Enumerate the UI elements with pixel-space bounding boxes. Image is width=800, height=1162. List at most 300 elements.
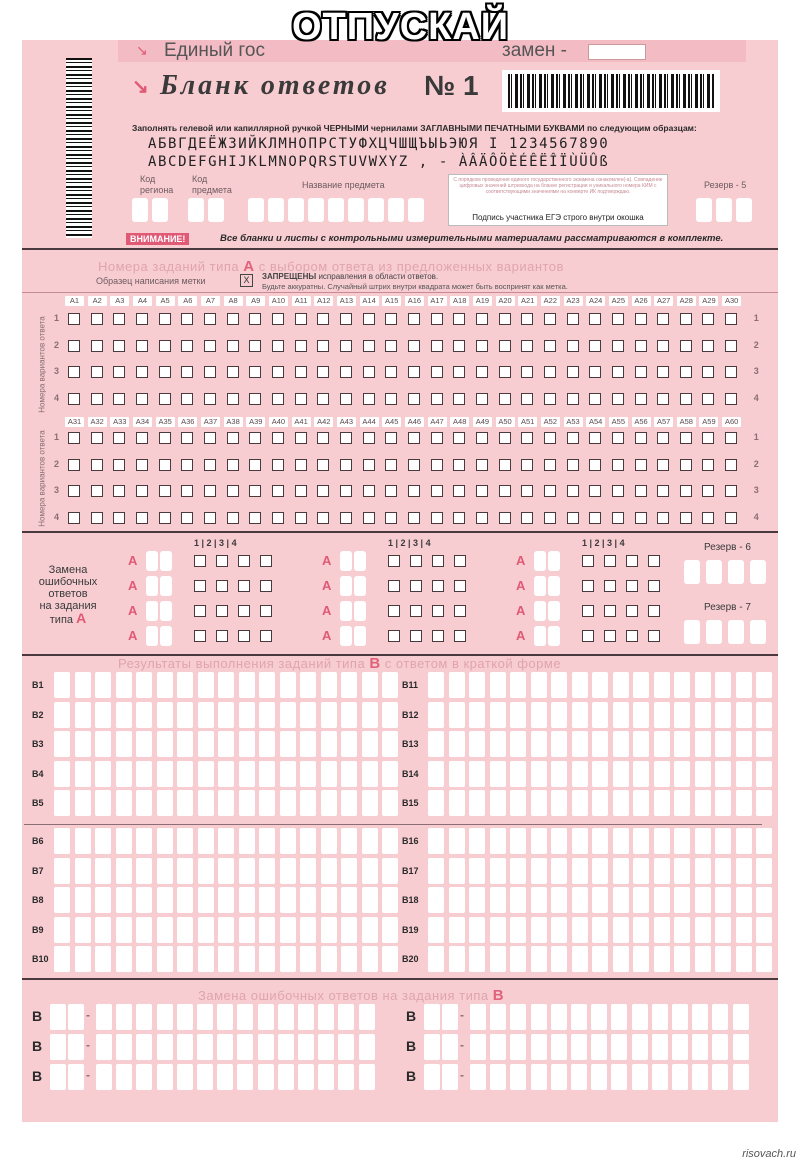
replace-b-answer-cell[interactable] [258,1004,274,1030]
answer-checkbox-A13-1[interactable] [340,313,352,325]
answer-checkbox-A33-1[interactable] [113,432,125,444]
b-answer-cell-B10[interactable] [75,946,91,972]
replace-b-answer-cell[interactable] [298,1064,314,1090]
answer-checkbox-A36-1[interactable] [181,432,193,444]
b-answer-cell-B12[interactable] [531,702,547,728]
b-answer-cell-B19[interactable] [695,917,711,943]
b-answer-cell-B11[interactable] [490,672,506,698]
b-answer-cell-B1[interactable] [300,672,316,698]
b-answer-cell-B1[interactable] [239,672,255,698]
replace-a-checkbox[interactable] [388,630,400,642]
replace-b-answer-cell[interactable] [116,1004,132,1030]
b-answer-cell-B12[interactable] [572,702,588,728]
b-answer-cell-B17[interactable] [613,858,629,884]
answer-checkbox-A53-3[interactable] [567,485,579,497]
b-answer-cell-B13[interactable] [551,731,567,757]
answer-checkbox-A34-4[interactable] [136,512,148,524]
b-answer-cell-B4[interactable] [54,761,70,787]
b-answer-cell-B2[interactable] [362,702,378,728]
answer-checkbox-A37-4[interactable] [204,512,216,524]
b-answer-cell-B6[interactable] [177,828,193,854]
b-answer-cell-B20[interactable] [674,946,690,972]
answer-checkbox-A49-3[interactable] [476,485,488,497]
answer-checkbox-A29-3[interactable] [702,366,714,378]
b-answer-cell-B2[interactable] [321,702,337,728]
b-answer-cell-B4[interactable] [95,761,111,787]
answer-checkbox-A35-2[interactable] [159,459,171,471]
replace-a-checkbox[interactable] [604,580,616,592]
answer-checkbox-A35-3[interactable] [159,485,171,497]
replace-a-task-cell[interactable] [146,551,158,571]
b-answer-cell-B5[interactable] [116,790,132,816]
b-answer-cell-B11[interactable] [449,672,465,698]
b-answer-cell-B7[interactable] [300,858,316,884]
answer-checkbox-A9-2[interactable] [249,340,261,352]
b-answer-cell-B17[interactable] [633,858,649,884]
b-answer-cell-B20[interactable] [633,946,649,972]
replace-a-checkbox[interactable] [626,630,638,642]
answer-checkbox-A30-2[interactable] [725,340,737,352]
answer-checkbox-A13-4[interactable] [340,393,352,405]
answer-checkbox-A40-4[interactable] [272,512,284,524]
replace-b-answer-cell[interactable] [197,1004,213,1030]
replace-b-answer-cell[interactable] [359,1004,375,1030]
replace-b-answer-cell[interactable] [571,1004,587,1030]
answer-checkbox-A23-2[interactable] [567,340,579,352]
b-answer-cell-B17[interactable] [449,858,465,884]
answer-checkbox-A24-3[interactable] [589,366,601,378]
replace-b-answer-cell[interactable] [237,1064,253,1090]
b-answer-cell-B15[interactable] [654,790,670,816]
answer-checkbox-A60-3[interactable] [725,485,737,497]
b-answer-cell-B2[interactable] [198,702,214,728]
b-answer-cell-B16[interactable] [736,828,752,854]
b-answer-cell-B6[interactable] [280,828,296,854]
answer-checkbox-A50-2[interactable] [499,459,511,471]
replace-a-task-cell[interactable] [340,626,352,646]
answer-checkbox-A38-4[interactable] [227,512,239,524]
replace-b-answer-cell[interactable] [531,1034,547,1060]
replace-b-answer-cell[interactable] [298,1034,314,1060]
answer-checkbox-A19-3[interactable] [476,366,488,378]
answer-checkbox-A40-2[interactable] [272,459,284,471]
b-answer-cell-B11[interactable] [572,672,588,698]
b-answer-cell-B1[interactable] [382,672,398,698]
b-answer-cell-B4[interactable] [75,761,91,787]
replace-a-checkbox[interactable] [216,630,228,642]
b-answer-cell-B3[interactable] [95,731,111,757]
b-answer-cell-B9[interactable] [382,917,398,943]
b-answer-cell-B11[interactable] [756,672,772,698]
answer-checkbox-A48-2[interactable] [453,459,465,471]
b-answer-cell-B5[interactable] [280,790,296,816]
b-answer-cell-B5[interactable] [75,790,91,816]
answer-checkbox-A20-4[interactable] [499,393,511,405]
b-answer-cell-B14[interactable] [756,761,772,787]
answer-checkbox-A21-1[interactable] [521,313,533,325]
answer-checkbox-A52-4[interactable] [544,512,556,524]
answer-checkbox-A4-4[interactable] [136,393,148,405]
b-answer-cell-B9[interactable] [75,917,91,943]
replace-a-checkbox[interactable] [260,555,272,567]
replace-b-answer-cell[interactable] [712,1034,728,1060]
b-answer-cell-B10[interactable] [136,946,152,972]
b-answer-cell-B1[interactable] [341,672,357,698]
b-answer-cell-B9[interactable] [177,917,193,943]
answer-checkbox-A38-3[interactable] [227,485,239,497]
replace-b-answer-cell[interactable] [359,1034,375,1060]
replace-b-answer-cell[interactable] [177,1064,193,1090]
replace-a-checkbox[interactable] [454,605,466,617]
replace-a-checkbox[interactable] [626,580,638,592]
b-answer-cell-B19[interactable] [428,917,444,943]
answer-checkbox-A32-2[interactable] [91,459,103,471]
replace-b-answer-cell[interactable] [177,1034,193,1060]
replace-b-answer-cell[interactable] [632,1064,648,1090]
b-answer-cell-B4[interactable] [136,761,152,787]
b-answer-cell-B14[interactable] [531,761,547,787]
b-answer-cell-B16[interactable] [613,828,629,854]
replace-b-answer-cell[interactable] [712,1004,728,1030]
b-answer-cell-B13[interactable] [633,731,649,757]
b-answer-cell-B4[interactable] [259,761,275,787]
b-answer-cell-B3[interactable] [362,731,378,757]
answer-checkbox-A40-1[interactable] [272,432,284,444]
b-answer-cell-B7[interactable] [54,858,70,884]
b-answer-cell-B15[interactable] [674,790,690,816]
b-answer-cell-B2[interactable] [54,702,70,728]
b-answer-cell-B20[interactable] [736,946,752,972]
answer-checkbox-A41-3[interactable] [295,485,307,497]
replace-b-answer-cell[interactable] [652,1064,668,1090]
b-answer-cell-B4[interactable] [362,761,378,787]
b-answer-cell-B13[interactable] [572,731,588,757]
b-answer-cell-B13[interactable] [715,731,731,757]
b-answer-cell-B19[interactable] [490,917,506,943]
b-answer-cell-B19[interactable] [510,917,526,943]
reserve-5-cell-2[interactable] [716,198,732,222]
replace-b-answer-cell[interactable] [611,1064,627,1090]
replace-a-checkbox[interactable] [582,580,594,592]
replace-a-task-cell[interactable] [354,551,366,571]
answer-checkbox-A51-2[interactable] [521,459,533,471]
answer-checkbox-A8-3[interactable] [227,366,239,378]
b-answer-cell-B16[interactable] [572,828,588,854]
answer-checkbox-A41-1[interactable] [295,432,307,444]
b-answer-cell-B20[interactable] [592,946,608,972]
replace-a-checkbox[interactable] [648,630,660,642]
answer-checkbox-A53-4[interactable] [567,512,579,524]
b-answer-cell-B4[interactable] [116,761,132,787]
replace-a-task-cell[interactable] [340,576,352,596]
replace-b-answer-cell[interactable] [611,1034,627,1060]
replace-b-answer-cell[interactable] [510,1064,526,1090]
answer-checkbox-A42-2[interactable] [317,459,329,471]
b-answer-cell-B9[interactable] [116,917,132,943]
replace-b-task-cell[interactable] [50,1034,66,1060]
b-answer-cell-B3[interactable] [259,731,275,757]
answer-checkbox-A53-1[interactable] [567,432,579,444]
answer-checkbox-A22-2[interactable] [544,340,556,352]
replace-a-checkbox[interactable] [410,555,422,567]
replace-b-answer-cell[interactable] [652,1034,668,1060]
answer-checkbox-A54-3[interactable] [589,485,601,497]
replace-b-answer-cell[interactable] [338,1064,354,1090]
answer-checkbox-A10-1[interactable] [272,313,284,325]
replace-b-task-cell[interactable] [50,1064,66,1090]
replace-a-checkbox[interactable] [454,580,466,592]
answer-checkbox-A39-4[interactable] [249,512,261,524]
answer-checkbox-A16-1[interactable] [408,313,420,325]
answer-checkbox-A60-1[interactable] [725,432,737,444]
answer-checkbox-A11-1[interactable] [295,313,307,325]
replace-b-answer-cell[interactable] [490,1064,506,1090]
answer-checkbox-A5-4[interactable] [159,393,171,405]
b-answer-cell-B3[interactable] [382,731,398,757]
b-answer-cell-B19[interactable] [674,917,690,943]
answer-checkbox-A47-3[interactable] [431,485,443,497]
answer-checkbox-A45-4[interactable] [385,512,397,524]
b-answer-cell-B1[interactable] [198,672,214,698]
replace-a-checkbox[interactable] [582,605,594,617]
b-answer-cell-B15[interactable] [592,790,608,816]
answer-checkbox-A54-2[interactable] [589,459,601,471]
b-answer-cell-B3[interactable] [54,731,70,757]
replace-b-answer-cell[interactable] [672,1004,688,1030]
answer-checkbox-A2-3[interactable] [91,366,103,378]
b-answer-cell-B10[interactable] [198,946,214,972]
b-answer-cell-B19[interactable] [756,917,772,943]
answer-checkbox-A44-3[interactable] [363,485,375,497]
b-answer-cell-B17[interactable] [531,858,547,884]
answer-checkbox-A41-4[interactable] [295,512,307,524]
replace-a-checkbox[interactable] [604,605,616,617]
answer-checkbox-A56-3[interactable] [635,485,647,497]
b-answer-cell-B10[interactable] [116,946,132,972]
replace-a-task-cell[interactable] [146,601,158,621]
b-answer-cell-B7[interactable] [157,858,173,884]
answer-checkbox-A42-3[interactable] [317,485,329,497]
b-answer-cell-B16[interactable] [633,828,649,854]
b-answer-cell-B11[interactable] [695,672,711,698]
b-answer-cell-B15[interactable] [613,790,629,816]
b-answer-cell-B1[interactable] [177,672,193,698]
b-answer-cell-B10[interactable] [157,946,173,972]
answer-checkbox-A11-4[interactable] [295,393,307,405]
answer-checkbox-A1-2[interactable] [68,340,80,352]
b-answer-cell-B3[interactable] [157,731,173,757]
b-answer-cell-B2[interactable] [239,702,255,728]
answer-checkbox-A55-4[interactable] [612,512,624,524]
b-answer-cell-B12[interactable] [449,702,465,728]
b-answer-cell-B16[interactable] [592,828,608,854]
b-answer-cell-B17[interactable] [715,858,731,884]
answer-checkbox-A53-2[interactable] [567,459,579,471]
b-answer-cell-B11[interactable] [510,672,526,698]
answer-checkbox-A1-1[interactable] [68,313,80,325]
answer-checkbox-A30-1[interactable] [725,313,737,325]
replace-a-checkbox[interactable] [216,605,228,617]
b-answer-cell-B15[interactable] [449,790,465,816]
answer-checkbox-A30-4[interactable] [725,393,737,405]
b-answer-cell-B10[interactable] [382,946,398,972]
b-answer-cell-B19[interactable] [469,917,485,943]
region-cell-1[interactable] [132,198,148,222]
answer-checkbox-A29-1[interactable] [702,313,714,325]
replace-b-answer-cell[interactable] [510,1034,526,1060]
b-answer-cell-B5[interactable] [218,790,234,816]
answer-checkbox-A16-4[interactable] [408,393,420,405]
b-answer-cell-B17[interactable] [674,858,690,884]
answer-checkbox-A46-2[interactable] [408,459,420,471]
b-answer-cell-B19[interactable] [572,917,588,943]
answer-checkbox-A23-3[interactable] [567,366,579,378]
b-answer-cell-B5[interactable] [95,790,111,816]
replace-b-answer-cell[interactable] [217,1034,233,1060]
b-answer-cell-B4[interactable] [300,761,316,787]
b-answer-cell-B8[interactable] [198,887,214,913]
replace-a-checkbox[interactable] [604,555,616,567]
b-answer-cell-B19[interactable] [592,917,608,943]
answer-checkbox-A18-2[interactable] [453,340,465,352]
b-answer-cell-B10[interactable] [362,946,378,972]
replace-a-checkbox[interactable] [194,630,206,642]
b-answer-cell-B13[interactable] [654,731,670,757]
answer-checkbox-A43-4[interactable] [340,512,352,524]
b-answer-cell-B8[interactable] [259,887,275,913]
b-answer-cell-B20[interactable] [551,946,567,972]
answer-checkbox-A8-1[interactable] [227,313,239,325]
answer-checkbox-A14-4[interactable] [363,393,375,405]
replace-b-task-cell[interactable] [424,1064,440,1090]
answer-checkbox-A51-4[interactable] [521,512,533,524]
answer-checkbox-A52-2[interactable] [544,459,556,471]
replace-a-task-cell[interactable] [548,626,560,646]
b-answer-cell-B16[interactable] [674,828,690,854]
b-answer-cell-B12[interactable] [510,702,526,728]
subject-code-cell-1[interactable] [188,198,204,222]
answer-checkbox-A39-3[interactable] [249,485,261,497]
replace-b-answer-cell[interactable] [298,1004,314,1030]
b-answer-cell-B19[interactable] [551,917,567,943]
replace-b-answer-cell[interactable] [318,1064,334,1090]
answer-checkbox-A7-1[interactable] [204,313,216,325]
replace-a-checkbox[interactable] [410,630,422,642]
b-answer-cell-B14[interactable] [449,761,465,787]
b-answer-cell-B10[interactable] [239,946,255,972]
b-answer-cell-B12[interactable] [490,702,506,728]
replace-b-answer-cell[interactable] [116,1064,132,1090]
b-answer-cell-B3[interactable] [218,731,234,757]
b-answer-cell-B2[interactable] [259,702,275,728]
replace-a-task-cell[interactable] [534,601,546,621]
answer-checkbox-A9-1[interactable] [249,313,261,325]
replace-a-task-cell[interactable] [534,626,546,646]
b-answer-cell-B16[interactable] [695,828,711,854]
replace-b-answer-cell[interactable] [733,1034,749,1060]
replace-a-checkbox[interactable] [454,555,466,567]
answer-checkbox-A56-4[interactable] [635,512,647,524]
replace-a-task-cell[interactable] [548,601,560,621]
replace-a-checkbox[interactable] [388,580,400,592]
answer-checkbox-A17-4[interactable] [431,393,443,405]
answer-checkbox-A31-2[interactable] [68,459,80,471]
replace-a-checkbox[interactable] [260,630,272,642]
replace-b-answer-cell[interactable] [278,1004,294,1030]
b-answer-cell-B3[interactable] [321,731,337,757]
answer-checkbox-A15-2[interactable] [385,340,397,352]
answer-checkbox-A17-2[interactable] [431,340,443,352]
answer-checkbox-A50-4[interactable] [499,512,511,524]
b-answer-cell-B10[interactable] [218,946,234,972]
answer-checkbox-A47-1[interactable] [431,432,443,444]
b-answer-cell-B9[interactable] [341,917,357,943]
answer-checkbox-A14-2[interactable] [363,340,375,352]
b-answer-cell-B6[interactable] [75,828,91,854]
replace-a-checkbox[interactable] [238,555,250,567]
answer-checkbox-A32-3[interactable] [91,485,103,497]
b-answer-cell-B17[interactable] [592,858,608,884]
b-answer-cell-B18[interactable] [695,887,711,913]
b-answer-cell-B9[interactable] [136,917,152,943]
answer-checkbox-A28-2[interactable] [680,340,692,352]
replace-b-answer-cell[interactable] [551,1034,567,1060]
b-answer-cell-B18[interactable] [592,887,608,913]
replace-b-answer-cell[interactable] [490,1004,506,1030]
b-answer-cell-B18[interactable] [510,887,526,913]
b-answer-cell-B11[interactable] [613,672,629,698]
answer-checkbox-A15-3[interactable] [385,366,397,378]
b-answer-cell-B4[interactable] [177,761,193,787]
answer-checkbox-A13-2[interactable] [340,340,352,352]
b-answer-cell-B4[interactable] [157,761,173,787]
b-answer-cell-B9[interactable] [321,917,337,943]
b-answer-cell-B1[interactable] [259,672,275,698]
answer-checkbox-A56-2[interactable] [635,459,647,471]
b-answer-cell-B15[interactable] [469,790,485,816]
b-answer-cell-B1[interactable] [218,672,234,698]
b-answer-cell-B3[interactable] [300,731,316,757]
answer-checkbox-A36-2[interactable] [181,459,193,471]
subject-code-cell-2[interactable] [208,198,224,222]
answer-checkbox-A13-3[interactable] [340,366,352,378]
b-answer-cell-B16[interactable] [490,828,506,854]
answer-checkbox-A32-1[interactable] [91,432,103,444]
replace-a-checkbox[interactable] [432,580,444,592]
answer-checkbox-A28-4[interactable] [680,393,692,405]
b-answer-cell-B15[interactable] [695,790,711,816]
answer-checkbox-A9-3[interactable] [249,366,261,378]
answer-checkbox-A36-4[interactable] [181,512,193,524]
b-answer-cell-B17[interactable] [551,858,567,884]
b-answer-cell-B19[interactable] [449,917,465,943]
b-answer-cell-B14[interactable] [510,761,526,787]
b-answer-cell-B5[interactable] [259,790,275,816]
answer-checkbox-A4-1[interactable] [136,313,148,325]
answer-checkbox-A2-2[interactable] [91,340,103,352]
b-answer-cell-B1[interactable] [362,672,378,698]
reserve-5-cell-1[interactable] [696,198,712,222]
b-answer-cell-B2[interactable] [177,702,193,728]
b-answer-cell-B8[interactable] [300,887,316,913]
b-answer-cell-B14[interactable] [490,761,506,787]
answer-checkbox-A26-2[interactable] [635,340,647,352]
answer-checkbox-A46-1[interactable] [408,432,420,444]
b-answer-cell-B3[interactable] [341,731,357,757]
b-answer-cell-B16[interactable] [715,828,731,854]
b-answer-cell-B6[interactable] [341,828,357,854]
answer-checkbox-A30-3[interactable] [725,366,737,378]
